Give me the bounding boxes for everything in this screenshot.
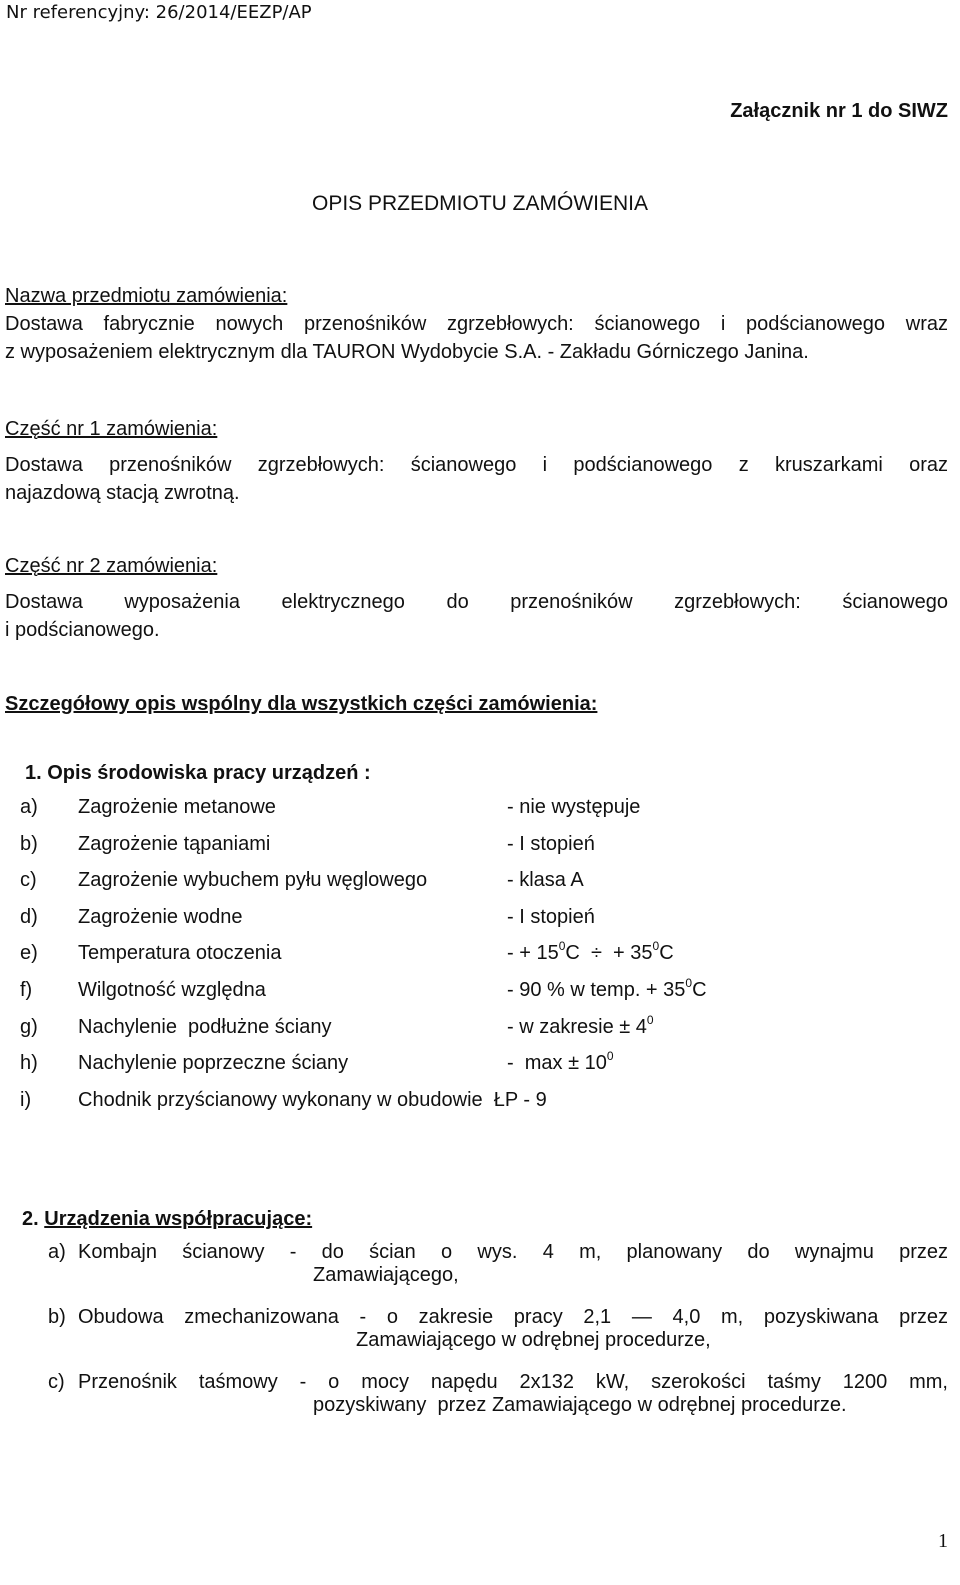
item-text: Zagrożenie metanowe <box>78 796 276 818</box>
item-line-1: Obudowa zmechanizowana - o zakresie pracy 2,1 — 4,0 m, pozyskiwana przez <box>78 1306 948 1328</box>
item-text: Nachylenie podłużne ściany <box>78 1015 332 1038</box>
item-value: - klasa A <box>507 869 584 892</box>
part2-heading: Część nr 2 zamówienia: <box>5 555 218 577</box>
item-line-2: Zamawiającego, <box>313 1264 459 1286</box>
item-label: e) <box>20 942 38 965</box>
list-item <box>48 1371 948 1417</box>
item-text: Wilgotność względna <box>78 978 266 1001</box>
environment-title: Opis środowiska pracy urządzeń : <box>47 762 371 784</box>
part1-line-1: Dostawa przenośników zgrzebłowych: ścianowego i podścianowego z kruszarkami oraz <box>5 454 948 476</box>
subject-line-1: Dostawa fabrycznie nowych przenośników zgrzebłowych: ścianowego i podścianowego wraz <box>5 313 948 335</box>
item-line-2: pozyskiwany przez Zamawiającego w odrębnej procedurze. <box>313 1394 847 1416</box>
item-line-2: Zamawiającego w odrębnej procedurze, <box>356 1329 711 1351</box>
item-label: h) <box>20 1052 38 1075</box>
part2-line-2: i podścianowego. <box>5 619 160 641</box>
item-text: Zagrożenie wodne <box>78 905 243 928</box>
cooperating-heading <box>22 1205 948 1233</box>
item-label: d) <box>20 905 38 928</box>
list-item <box>20 869 920 906</box>
subject-section <box>5 282 948 366</box>
part1-heading: Część nr 1 zamówienia: <box>5 418 218 440</box>
environment-heading <box>25 759 948 787</box>
document-title: OPIS PRZEDMIOTU ZAMÓWIENIA <box>311 192 648 215</box>
item-value: - I stopień <box>507 832 595 855</box>
item-value: - $\max \pm 10^0$ <box>507 1049 614 1075</box>
item-line-1: Przenośnik taśmowy - o mocy napędu 2x132 kW, szerokości taśmy 1200 mm, <box>78 1371 948 1393</box>
common-heading: Szczegółowy opis wspólny dla wszystkich części zamówienia: <box>5 693 598 715</box>
list-item <box>20 1049 920 1089</box>
part2-section <box>5 552 948 644</box>
item-value: - nie występuje <box>507 796 641 818</box>
list-item <box>20 833 920 870</box>
item-label: i) <box>20 1088 32 1111</box>
list-item <box>20 906 920 943</box>
item-label: g) <box>20 1015 38 1038</box>
part2-line-1: Dostawa wyposażenia elektrycznego do przenośników zgrzebłowych: ścianowego <box>5 591 948 613</box>
list-item <box>20 975 920 1016</box>
item-label: c) <box>20 869 37 892</box>
page-number: 1 <box>938 1530 948 1552</box>
item-label: b) <box>20 832 38 855</box>
subject-line-2: z wyposażeniem elektrycznym dla TAURON Wydobycie S.A. - Zakładu Górniczego Janina. <box>5 341 809 363</box>
list-item <box>20 939 920 979</box>
subject-heading: Nazwa przedmiotu zamówienia: <box>5 285 288 307</box>
cooperating-number: 2. <box>22 1208 39 1230</box>
environment-list <box>20 796 920 1125</box>
reference-number: Nr referencyjny: 26/2014/EEZP/AP <box>6 2 312 23</box>
item-text: Chodnik przyścianowy wykonany w obudowie ŁP - 9 <box>78 1088 547 1111</box>
item-text: Temperatura otoczenia <box>78 942 282 965</box>
list-item <box>48 1241 948 1287</box>
cooperating-title: Urządzenia współpracujące: <box>44 1208 313 1230</box>
item-text: Zagrożenie tąpaniami <box>78 832 271 855</box>
part1-section <box>5 415 948 507</box>
item-text: Nachylenie poprzeczne ściany <box>78 1052 349 1075</box>
environment-number: 1. <box>25 762 42 784</box>
item-label: c) <box>48 1371 65 1393</box>
item-label: a) <box>20 796 38 818</box>
item-label: a) <box>48 1241 66 1263</box>
item-label: f) <box>20 978 33 1001</box>
part1-line-2: najazdową stacją zwrotną. <box>5 482 240 504</box>
item-value: - + $15^0C$ ÷ + $35^0C$ <box>507 939 674 965</box>
item-label: b) <box>48 1306 66 1328</box>
list-item <box>20 1089 920 1126</box>
list-item <box>48 1306 948 1352</box>
item-text: Zagrożenie wybuchem pyłu węglowego <box>78 869 428 892</box>
annex-label: Załącznik nr 1 do SIWZ <box>730 100 948 122</box>
list-item <box>20 796 920 833</box>
list-item <box>20 1012 920 1053</box>
item-value: - 90 % w temp. + $35^0C$ <box>507 975 707 1001</box>
item-value: - I stopień <box>507 905 595 928</box>
item-value: - w zakresie ± $4^0$ <box>507 1012 654 1038</box>
cooperating-list <box>48 1241 948 1436</box>
item-line-1: Kombajn ścianowy - do ścian o wys. 4 m, planowany do wynajmu przez <box>78 1241 948 1263</box>
